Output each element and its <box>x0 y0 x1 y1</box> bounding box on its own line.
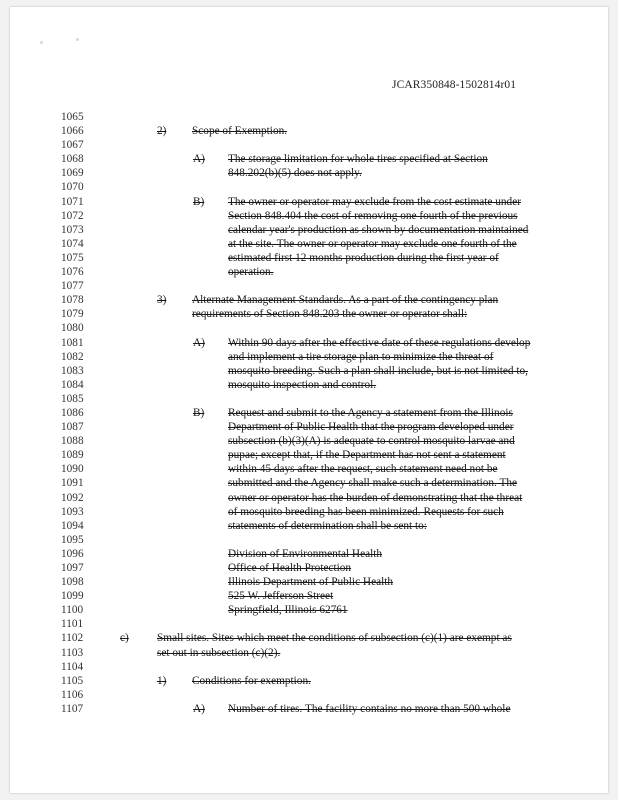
subsection-marker: c) <box>120 632 129 645</box>
line-number: 1077 <box>61 280 84 293</box>
struck-text: Division of Environmental Health <box>228 547 383 560</box>
scan-speck <box>40 41 43 44</box>
line-number: 1070 <box>61 181 84 194</box>
subsection-marker: 1) <box>157 674 167 687</box>
document-line <box>10 350 608 364</box>
document-line <box>10 448 608 462</box>
struck-text: Alternate Management Standards. As a part of the contingency plan <box>192 294 499 307</box>
line-number: 1073 <box>61 223 84 236</box>
struck-text: Illinois Department of Public Health <box>228 576 394 589</box>
struck-text: calendar year's production as shown by documentation maintained <box>228 223 529 236</box>
struck-text: of mosquito breeding has been minimized. Requests for such <box>228 505 504 518</box>
line-number: 1100 <box>61 604 84 617</box>
document-body <box>10 110 608 716</box>
document-page <box>10 7 608 793</box>
document-line <box>10 265 608 279</box>
document-line <box>10 152 608 166</box>
subsection-marker: A) <box>193 702 205 715</box>
document-line <box>10 688 608 702</box>
line-number: 1082 <box>61 350 84 363</box>
struck-text: Within 90 days after the effective date of these regulations develop <box>228 336 531 349</box>
document-line <box>10 674 608 688</box>
struck-text: Scope of Exemption. <box>192 125 288 138</box>
document-line <box>10 223 608 237</box>
document-line <box>10 519 608 533</box>
document-line <box>10 166 608 180</box>
document-line <box>10 110 608 124</box>
subsection-marker: 2) <box>157 125 167 138</box>
subsection-marker: B) <box>193 406 205 419</box>
struck-text: The storage limitation for whole tires specified at Section <box>228 153 488 166</box>
document-line <box>10 646 608 660</box>
line-number: 1066 <box>61 125 84 138</box>
document-line <box>10 378 608 392</box>
document-line <box>10 364 608 378</box>
line-number: 1086 <box>61 406 84 419</box>
struck-text: mosquito inspection and control. <box>228 378 377 391</box>
line-number: 1068 <box>61 153 84 166</box>
line-number: 1067 <box>61 139 84 152</box>
document-line <box>10 307 608 321</box>
struck-text: statements of determination shall be sent to: <box>228 519 427 532</box>
line-number: 1098 <box>61 576 84 589</box>
struck-text: subsection (b)(3)(A) is adequate to control mosquito larvae and <box>228 435 515 448</box>
line-number: 1095 <box>61 533 84 546</box>
line-number: 1081 <box>61 336 84 349</box>
document-line <box>10 589 608 603</box>
struck-text: Small sites. Sites which meet the conditions of subsection (c)(1) are exempt as <box>157 632 512 645</box>
line-number: 1089 <box>61 449 84 462</box>
struck-text: Office of Health Protection <box>228 562 352 574</box>
document-line <box>10 462 608 476</box>
document-line <box>10 180 608 194</box>
document-line <box>10 434 608 448</box>
document-line <box>10 702 608 716</box>
document-line <box>10 279 608 293</box>
document-line <box>10 237 608 251</box>
struck-text: 525 W. Jefferson Street <box>228 590 334 603</box>
line-number: 1107 <box>61 702 84 715</box>
document-line <box>10 293 608 307</box>
struck-text: requirements of Section 848.203 the owner or operator shall: <box>192 308 468 321</box>
subsection-marker: A) <box>193 153 205 166</box>
line-number: 1106 <box>61 688 84 701</box>
line-number: 1088 <box>61 435 84 448</box>
line-number: 1096 <box>61 547 84 560</box>
line-number: 1092 <box>61 491 84 504</box>
line-number: 1102 <box>61 632 84 645</box>
document-line <box>10 547 608 561</box>
document-line <box>10 561 608 575</box>
line-number: 1090 <box>61 463 84 476</box>
subsection-marker: 3) <box>157 294 167 307</box>
struck-text: and implement a tire storage plan to minimize the threat of <box>228 350 494 363</box>
line-number: 1101 <box>61 618 84 631</box>
scan-speck <box>76 38 79 41</box>
document-line <box>10 392 608 406</box>
struck-text: estimated first 12 months production during the first year of <box>228 251 499 264</box>
struck-text: 848.202(b)(5) does not apply. <box>228 167 362 180</box>
line-number: 1093 <box>61 505 84 518</box>
document-line <box>10 476 608 490</box>
struck-text: mosquito breeding. Such a plan shall include, but is not limited to, <box>228 364 528 377</box>
document-line <box>10 336 608 350</box>
struck-text: set out in subsection (c)(2). <box>157 646 281 659</box>
line-number: 1080 <box>61 322 84 335</box>
document-line <box>10 406 608 420</box>
document-header-code: JCAR350848-1502814r01 <box>392 79 517 91</box>
line-number: 1097 <box>61 562 84 574</box>
line-number: 1072 <box>61 209 84 222</box>
line-number: 1105 <box>61 674 84 687</box>
line-number: 1071 <box>61 195 84 208</box>
struck-text: The owner or operator may exclude from the cost estimate under <box>228 195 521 208</box>
line-number: 1099 <box>61 590 84 603</box>
line-number: 1074 <box>61 237 84 250</box>
struck-text: submitted and the Agency shall make such a determination. The <box>228 477 518 490</box>
struck-text: Section 848.404 the cost of removing one fourth of the previous <box>228 209 518 222</box>
document-line <box>10 660 608 674</box>
document-line <box>10 631 608 645</box>
subsection-marker: A) <box>193 336 205 349</box>
struck-text: Request and submit to the Agency a statement from the Illinois <box>228 406 513 419</box>
line-number: 1094 <box>61 519 84 532</box>
line-number: 1084 <box>61 378 84 391</box>
line-number: 1103 <box>61 646 84 659</box>
document-line <box>10 575 608 589</box>
document-line <box>10 124 608 138</box>
struck-text: Springfield, Illinois 62761 <box>228 604 348 617</box>
struck-text: Conditions for exemption. <box>192 674 311 687</box>
struck-text: Number of tires. The facility contains no more than 500 whole <box>228 702 511 715</box>
subsection-marker: B) <box>193 195 205 208</box>
line-number: 1078 <box>61 294 84 307</box>
document-line <box>10 505 608 519</box>
struck-text: within 45 days after the request, such statement need not be <box>228 463 498 476</box>
struck-text: Department of Public Health that the program developed under <box>228 421 514 434</box>
line-number: 1065 <box>61 111 84 123</box>
document-line <box>10 195 608 209</box>
document-line <box>10 533 608 547</box>
document-line <box>10 420 608 434</box>
line-number: 1085 <box>61 392 84 405</box>
struck-text: at the site. The owner or operator may exclude one fourth of the <box>228 237 517 250</box>
document-line <box>10 138 608 152</box>
struck-text: pupae; except that, if the Department has not sent a statement <box>228 449 506 462</box>
line-number: 1091 <box>61 477 84 490</box>
struck-text: operation. <box>228 266 274 279</box>
document-line <box>10 321 608 335</box>
line-number: 1069 <box>61 167 84 180</box>
struck-text: owner or operator has the burden of demonstrating that the threat <box>228 491 523 504</box>
line-number: 1087 <box>61 421 84 434</box>
document-line <box>10 209 608 223</box>
document-line <box>10 617 608 631</box>
line-number: 1075 <box>61 251 84 264</box>
document-line <box>10 603 608 617</box>
line-number: 1076 <box>61 266 84 279</box>
document-line <box>10 251 608 265</box>
document-line <box>10 491 608 505</box>
line-number: 1104 <box>61 660 84 673</box>
line-number: 1083 <box>61 364 84 377</box>
line-number: 1079 <box>61 308 84 321</box>
